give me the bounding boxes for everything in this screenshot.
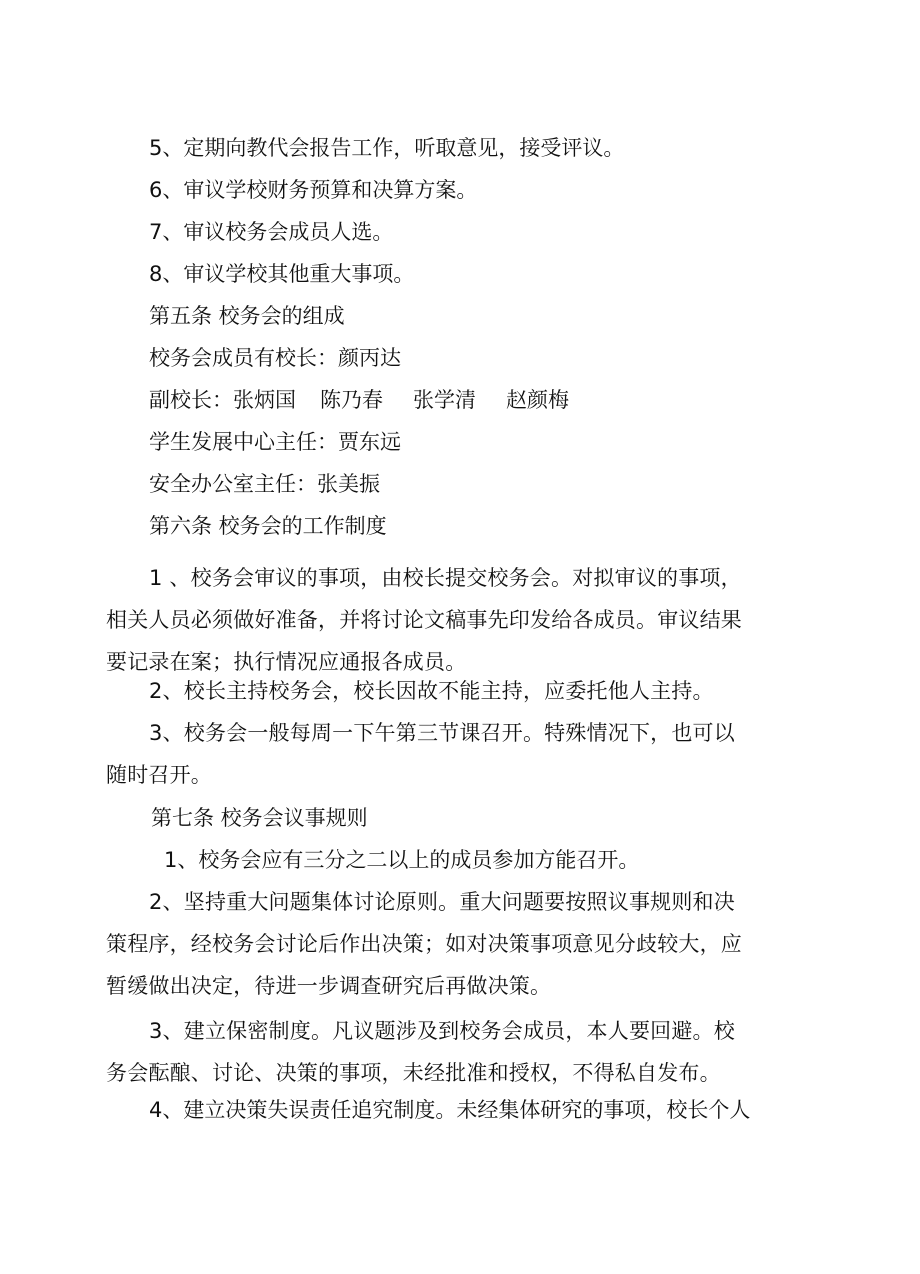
article-7-paragraph-3: 3、建立保密制度。凡议题涉及到校务会成员，本人要回避。校务会酝酿、讨论、决策的事项，未经批准和授权，不得私自发布。 [106, 1019, 735, 1085]
student-center-director-line: 学生发展中心主任：贾东远 [149, 430, 401, 454]
vice-principals-line [149, 386, 569, 414]
item-6: 6、审议学校财务预算和决算方案。 [149, 178, 478, 202]
article-6-paragraph-1: 1 、校务会审议的事项，由校长提交校务会。对拟审议的事项，相关人员必须做好准备，并将讨论文稿事先印发给各成员。审议结果要记录在案；执行情况应通报各成员。 [106, 566, 742, 674]
safety-office-director-line: 安全办公室主任：张美振 [149, 472, 380, 496]
article-7-paragraph-2: 2、坚持重大问题集体讨论原则。重大问题要按照议事规则和决策程序，经校务会讨论后作出决策；如对决策事项意见分歧较大，应暂缓做出决定，待进一步调查研究后再做决策。 [106, 890, 742, 998]
article-7-paragraph-4: 4、建立决策失误责任追究制度。未经集体研究的事项，校长个人 [149, 1098, 751, 1122]
article-6-paragraph-3: 3、校务会一般每周一下午第三节课召开。特殊情况下，也可以随时召开。 [106, 721, 735, 787]
item-7: 7、审议校务会成员人选。 [149, 220, 394, 244]
article-6-title: 第六条 校务会的工作制度 [149, 514, 387, 538]
article-6-paragraph-2: 2、校长主持校务会，校长因故不能主持，应委托他人主持。 [149, 679, 714, 703]
principal-line: 校务会成员有校长：颜丙达 [149, 346, 401, 370]
vice-principal-name: 张炳国 [233, 388, 296, 412]
vice-principal-name: 赵颜梅 [506, 388, 569, 412]
item-8: 8、审议学校其他重大事项。 [149, 262, 415, 286]
article-7-title: 第七条 校务会议事规则 [151, 806, 368, 830]
article-7-paragraph-1: 1、校务会应有三分之二以上的成员参加方能召开。 [164, 848, 640, 872]
vice-principal-name: 张学清 [413, 388, 476, 412]
article-5-title: 第五条 校务会的组成 [149, 304, 345, 328]
vice-principal-name: 陈乃春 [320, 388, 383, 412]
vice-principal-label: 副校长： [149, 388, 233, 412]
item-5: 5、定期向教代会报告工作，听取意见，接受评议。 [149, 136, 625, 160]
